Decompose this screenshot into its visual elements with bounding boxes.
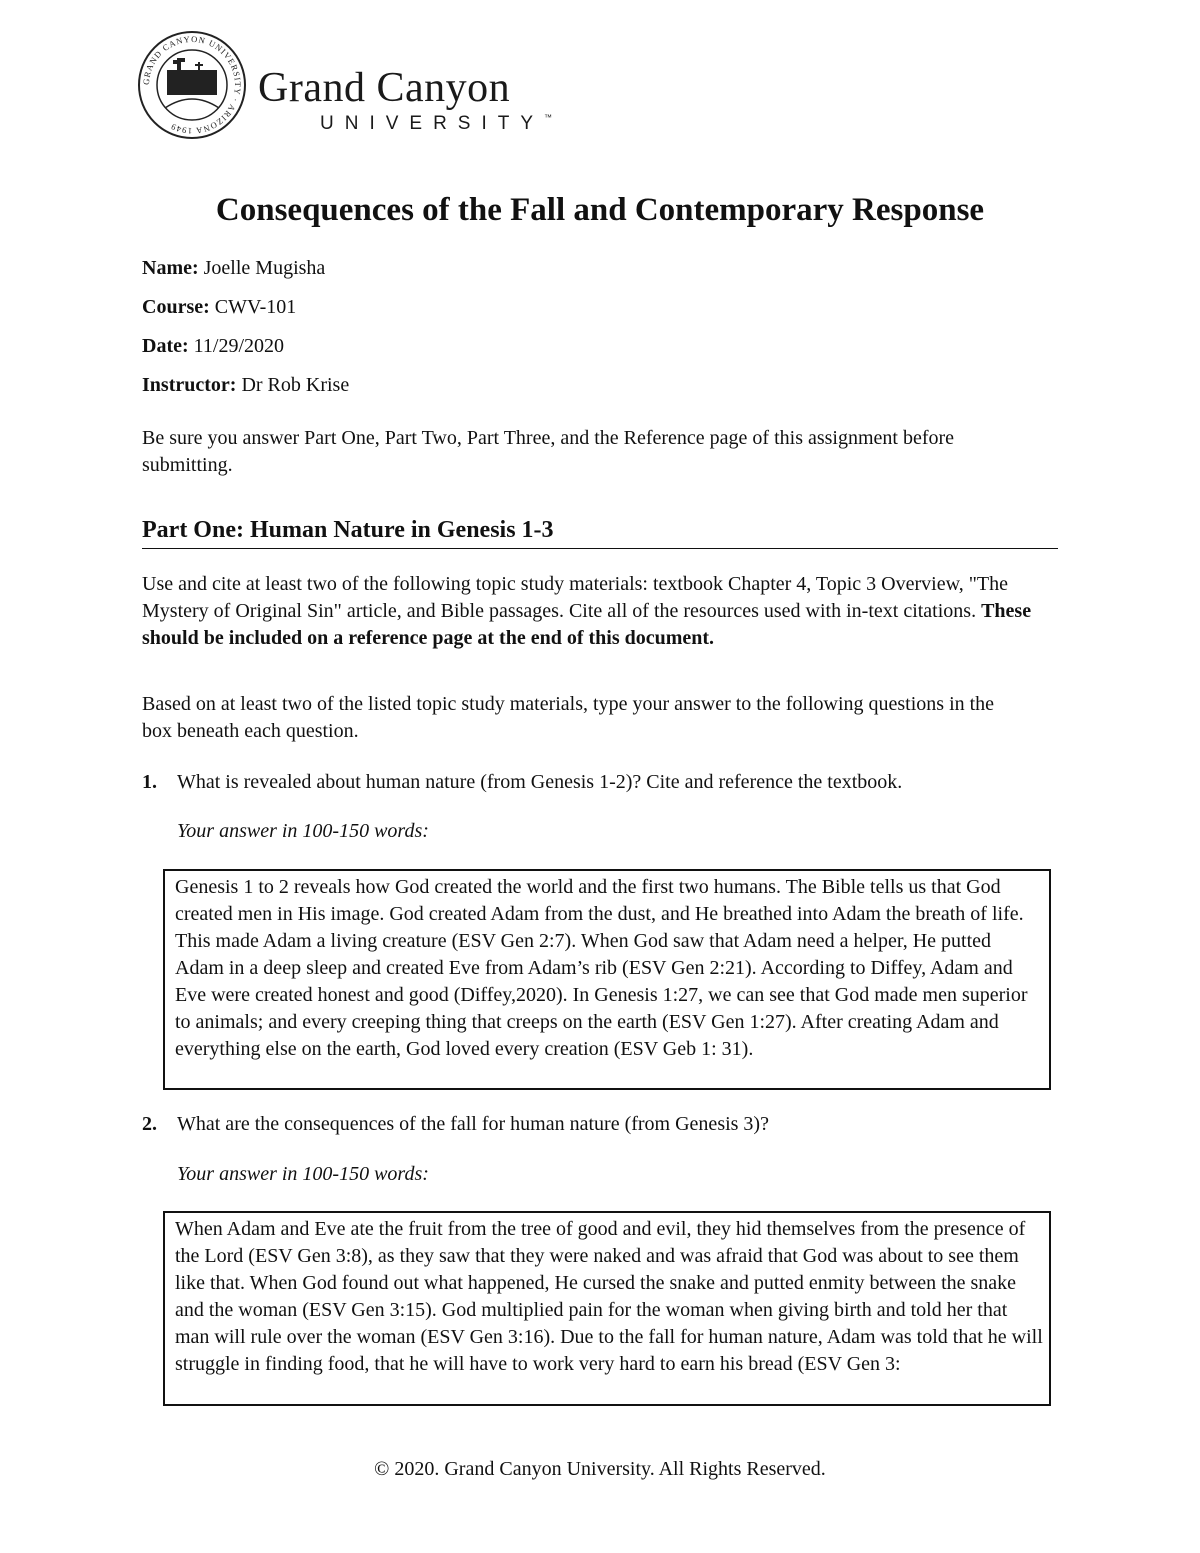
- seal-text: GRAND CANYON UNIVERSITY · ARIZONA 1949: [140, 33, 244, 137]
- question-2-answer-box[interactable]: When Adam and Eve ate the fruit from the tree of good and evil, they hid themselves from the presence of the Lord (ESV Gen 3:8), as they saw that they were naked and was afraid that God was about to see them like that. When God found out what happened, He cursed the snake and putted enmity between the snake and the woman (ESV Gen 3:15). God multiplied pain for the woman when giving birth and told her that man will rule over the woman (ESV Gen 3:16). Due to the fall for human nature, Adam was told that he will struggle in finding food, that he will have to work very hard to earn his bread (ESV Gen 3:: [163, 1211, 1051, 1406]
- question-1-answer-box[interactable]: Genesis 1 to 2 reveals how God created the world and the first two humans. The Bible tells us that God created men in His image. God created Adam from the dust, and He breathed into Adam the breath of life. This made Adam a living creature (ESV Gen 2:7). When God saw that Adam need a helper, He putted Adam in a deep sleep and created Eve from Adam’s rib (ESV Gen 2:21). According to Diffey, Adam and Eve were created honest and good (Diffey,2020). In Genesis 1:27, we can see that God made men superior to animals; and every creeping thing that creeps on the earth (ESV Gen 1:27). After creating Adam and everything else on the earth, God loved every creation (ESV Geb 1: 31).: [163, 869, 1051, 1090]
- university-seal-logo: [137, 30, 247, 140]
- question-2-number: 2.: [142, 1113, 157, 1135]
- course-label: Course:: [142, 296, 210, 318]
- date-label: Date:: [142, 335, 189, 357]
- name-value: Joelle Mugisha: [203, 257, 326, 279]
- name-line: [142, 257, 325, 280]
- course-line: [142, 296, 296, 319]
- wordmark-sub: UNIVERSITY™: [320, 113, 553, 134]
- copyright-footer: © 2020. Grand Canyon University. All Rights Reserved.: [374, 1458, 826, 1480]
- date-line: [142, 335, 284, 358]
- question-2-text: What are the consequences of the fall for human nature (from Genesis 3)?: [177, 1113, 769, 1135]
- instructor-line: [142, 374, 349, 397]
- name-label: Name:: [142, 257, 199, 279]
- date-value: 11/29/2020: [193, 335, 285, 357]
- trademark-symbol: ™: [544, 113, 553, 122]
- instructor-label: Instructor:: [142, 374, 237, 396]
- document-title: Consequences of the Fall and Contemporary Response: [215, 192, 985, 228]
- question-1-text: What is revealed about human nature (from Genesis 1-2)? Cite and reference the textbook.: [177, 771, 903, 793]
- question-2-prompt: Your answer in 100-150 words:: [177, 1163, 429, 1185]
- intro-bold-text: These should be included on a reference page at the end of this document.: [142, 600, 1032, 649]
- instructions-text: Be sure you answer Part One, Part Two, Part Three, and the Reference page of this assignment before submitting.: [142, 427, 955, 476]
- instructor-value: Dr Rob Krise: [241, 374, 350, 396]
- wordmark-main: Grand Canyon: [258, 65, 511, 111]
- part-one-heading: Part One: Human Nature in Genesis 1-3: [142, 517, 1058, 549]
- part-one-directions: Based on at least two of the listed topic study materials, type your answer to the following questions in the box beneath each question.: [142, 693, 995, 742]
- intro-text: Use and cite at least two of the following topic study materials: textbook Chapter 4, Topic 3 Overview, "The Mystery of Original Sin" article, and Bible passages. Cite all of the resources used with in-text citations.: [142, 573, 1008, 622]
- question-1-prompt: Your answer in 100-150 words:: [177, 820, 429, 842]
- question-1-number: 1.: [142, 771, 157, 793]
- part-one-intro: [142, 571, 1032, 652]
- course-value: CWV-101: [214, 296, 297, 318]
